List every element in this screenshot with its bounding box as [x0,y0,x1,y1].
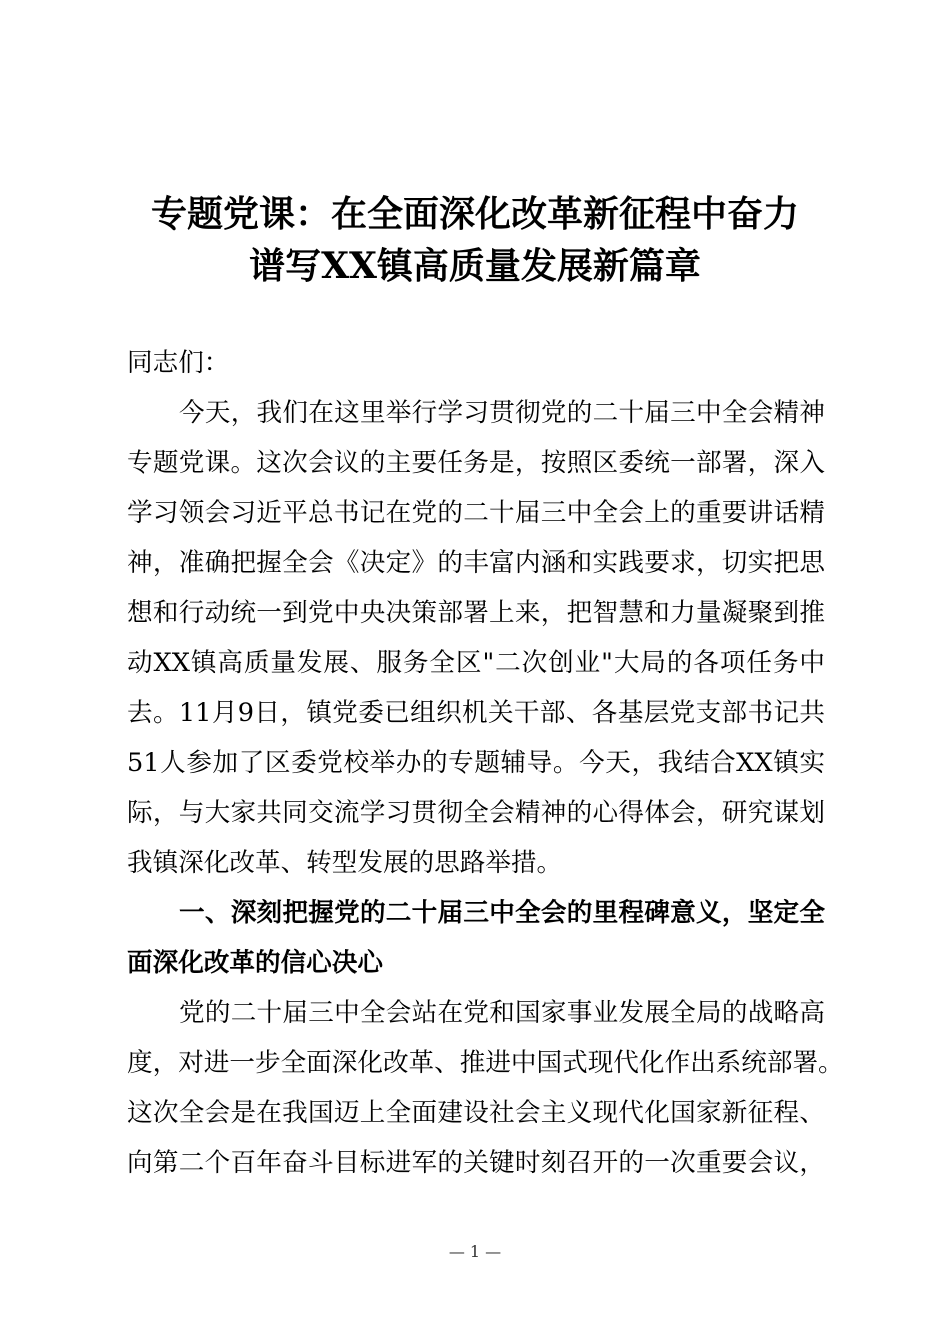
paragraph-line: 同志们： [127,348,230,378]
paragraph-line: 专题党课。这次会议的主要任务是，按照区委统一部署，深入 [127,448,825,478]
document-body [127,338,844,1188]
paragraph-line: 学习领会习近平总书记在党的二十届三中全会上的重要讲话精 [127,498,825,528]
paragraph-line: 我镇深化改革、转型发展的思路举措。 [127,848,563,878]
paragraph-line: 向第二个百年奋斗目标进军的关键时刻召开的一次重要会议， [127,1148,825,1178]
paragraph-line: 一、深刻把握党的二十届三中全会的里程碑意义，坚定全 [179,898,825,928]
paragraph-line: 动XX镇高质量发展、服务全区"二次创业"大局的各项任务中 [127,648,825,678]
page-number: — 1 — [448,1242,502,1261]
paragraph-line: 这次全会是在我国迈上全面建设社会主义现代化国家新征程、 [127,1098,825,1128]
document-title-line-1: 专题党课：在全面深化改革新征程中奋力 [150,193,799,235]
paragraph-line: 想和行动统一到党中央决策部署上来，把智慧和力量凝聚到推 [127,598,825,628]
paragraph-line: 神，准确把握全会《决定》的丰富内涵和实践要求，切实把思 [127,548,825,578]
paragraph-line: 今天，我们在这里举行学习贯彻党的二十届三中全会精神 [179,398,825,428]
paragraph-line: 面深化改革的信心决心 [127,948,383,978]
paragraph-line: 51人参加了区委党校举办的专题辅导。今天，我结合XX镇实 [127,748,825,778]
document-title-line-2: 谱写XX镇高质量发展新篇章 [249,245,701,287]
paragraph-line: 度，对进一步全面深化改革、推进中国式现代化作出系统部署。 [127,1048,844,1078]
paragraph-line: 去。11月9日，镇党委已组织机关干部、各基层党支部书记共 [127,698,825,728]
paragraph-line: 党的二十届三中全会站在党和国家事业发展全局的战略高 [179,998,825,1028]
paragraph-line: 际，与大家共同交流学习贯彻全会精神的心得体会，研究谋划 [127,798,825,828]
